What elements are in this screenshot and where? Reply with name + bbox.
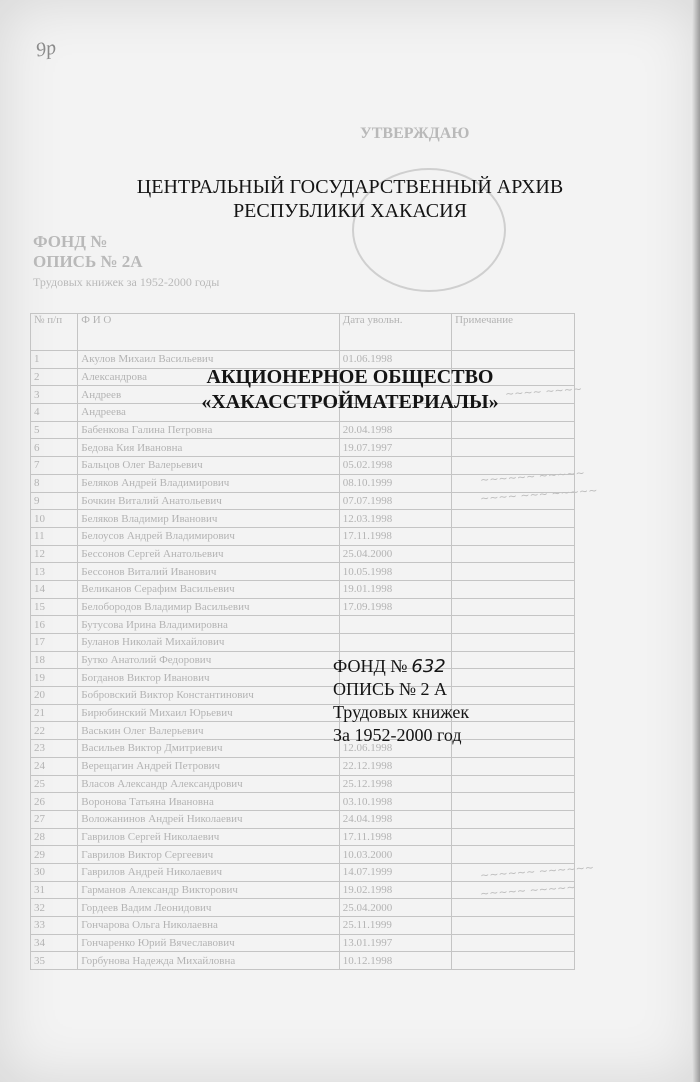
bleed-cell: 07.07.1998 [339,492,451,510]
bleed-cell: Гончарова Ольга Николаевна [78,917,339,935]
bleed-cell: 3 [31,386,78,404]
bleed-cell: 10.05.1998 [339,563,451,581]
bleed-cell [452,634,575,652]
bleed-opis: ОПИСЬ № 2А [33,252,143,271]
bleed-cell: 17.09.1998 [339,598,451,616]
bleed-cell [452,793,575,811]
bleed-cell: Александрова [78,368,339,386]
bleed-cell: Бочкин Виталий Анатольевич [78,492,339,510]
bleed-cell: 21 [31,704,78,722]
bleed-cell [452,580,575,598]
bleed-cell [452,952,575,970]
bleed-cell: 7 [31,457,78,475]
bleed-cell: Гаврилов Виктор Сергеевич [78,846,339,864]
bleed-header-cell: № п/п [31,314,78,351]
bleed-fond: ФОНД № [33,232,108,251]
bleed-table-row [31,527,575,545]
bleed-table-row [31,687,575,705]
bleed-cell: 27 [31,810,78,828]
fond-line [333,655,469,678]
bleed-cell: Гордеев Вадим Леонидович [78,899,339,917]
bleed-fond-block [33,232,143,272]
bleed-table-row [31,510,575,528]
bleed-cell [452,722,575,740]
bleed-handwriting: ~~~~ ~~~ ~~~~~ [479,483,598,506]
archive-title [40,175,660,223]
bleed-handwriting: ~~~~~~ ~~~~~ [479,466,586,487]
bleed-caption: Трудовых книжек за 1952-2000 годы [33,275,220,289]
bleed-cell [452,563,575,581]
bleed-cell [452,740,575,758]
bleed-cell: 23 [31,740,78,758]
bleed-cell: Беляков Андрей Владимирович [78,474,339,492]
bleed-cell [452,421,575,439]
bleed-cell: 9 [31,492,78,510]
bleed-cell [452,810,575,828]
bleed-cell: 19.02.1998 [339,881,451,899]
bleed-cell [452,616,575,634]
bleed-table-row [31,793,575,811]
bleed-table-row [31,580,575,598]
bleed-cell: 25.04.2000 [339,545,451,563]
bleed-cell: 19.01.1998 [339,580,451,598]
bleed-cell: Воложанинов Андрей Николаевич [78,810,339,828]
bleed-cell: Белоусов Андрей Владимирович [78,527,339,545]
bleed-cell: 13.01.1997 [339,934,451,952]
bleed-cell [452,704,575,722]
bleed-cell: Васькин Олег Валерьевич [78,722,339,740]
bleed-table-row [31,810,575,828]
bleed-cell: 1 [31,351,78,369]
bleed-cell: 34 [31,934,78,952]
bleed-cell: 31 [31,881,78,899]
bleed-table-row [31,651,575,669]
bleed-cell: Верещагин Андрей Петрович [78,757,339,775]
bleed-table-row [31,669,575,687]
bleed-handwriting: ~~~~~ ~~~~~ [479,880,577,901]
bleed-cell: 25.04.2000 [339,899,451,917]
bleed-cell: Буланов Николай Михайлович [78,634,339,652]
bleed-header-cell: Ф И О [78,314,339,351]
bleed-cell [339,634,451,652]
bleed-cell: Бедова Кия Ивановна [78,439,339,457]
bleed-cell: 33 [31,917,78,935]
bleed-header-cell: Примечание [452,314,575,351]
opis-line: ОПИСЬ № 2 А [333,679,448,699]
bleed-cell: 17.11.1998 [339,527,451,545]
bleed-table-row [31,740,575,758]
bleed-table-row [31,421,575,439]
bleed-table-row [31,775,575,793]
bleed-cell: Бессонов Сергей Анатольевич [78,545,339,563]
bleed-table-row [31,634,575,652]
bleed-cell: 6 [31,439,78,457]
bleed-cell: 30 [31,863,78,881]
bleed-cell: 11 [31,527,78,545]
bleed-table-row [31,899,575,917]
bleed-cell: 29 [31,846,78,864]
bleed-table-row [31,934,575,952]
bleed-table-row [31,457,575,475]
bleed-cell: 8 [31,474,78,492]
archive-title-line: ЦЕНТРАЛЬНЫЙ ГОСУДАРСТВЕННЫЙ АРХИВ [136,176,564,198]
bleed-cell: Великанов Серафим Васильевич [78,580,339,598]
bleed-table-row [31,563,575,581]
bleed-cell: 03.10.1998 [339,793,451,811]
years-line: За 1952-2000 год [333,725,462,745]
bleed-cell: Бессонов Виталий Иванович [78,563,339,581]
bleed-cell: 20.04.1998 [339,421,451,439]
bleed-cell: 10.03.2000 [339,846,451,864]
bleed-cell [452,934,575,952]
bleed-cell: Бобровский Виктор Константинович [78,687,339,705]
bleed-table-row [31,439,575,457]
bleed-cell: Гончаренко Юрий Вячеславович [78,934,339,952]
bleed-cell [452,598,575,616]
bleed-cell [452,510,575,528]
bleed-cell: 26 [31,793,78,811]
bleed-cell: 17 [31,634,78,652]
bleed-table-row [31,545,575,563]
bleed-cell: 24 [31,757,78,775]
fond-label: ФОНД № [333,656,408,676]
bleed-table-row [31,616,575,634]
bleed-cell: Власов Александр Александрович [78,775,339,793]
bleed-cell: 14.07.1999 [339,863,451,881]
bleed-cell: 20 [31,687,78,705]
bleed-cell: 18 [31,651,78,669]
bleed-cell: Гарманов Александр Викторович [78,881,339,899]
bleed-cell: 12 [31,545,78,563]
bleed-cell: Беляков Владимир Иванович [78,510,339,528]
bleed-table-row [31,722,575,740]
doc-type-line: Трудовых книжек [333,702,470,722]
organization-line: «ХАКАССТРОЙМАТЕРИАЛЫ» [201,391,499,413]
bleed-cell: 13 [31,563,78,581]
bleed-cell [452,687,575,705]
bleed-cell: 15 [31,598,78,616]
bleed-cell [452,757,575,775]
bleed-cell: 08.10.1999 [339,474,451,492]
bleed-cell: 32 [31,899,78,917]
bleed-cell: Андреев [78,386,339,404]
bleed-cell: 19.07.1997 [339,439,451,457]
bleed-table-row [31,917,575,935]
bleed-header-cell: Дата увольн. [339,314,451,351]
bleed-cell [452,651,575,669]
bleed-cell: 25.11.1999 [339,917,451,935]
bleed-cell: 22.12.1998 [339,757,451,775]
bleed-table-header [31,314,575,351]
bleed-cell: 12.03.1998 [339,510,451,528]
bleed-cell: 17.11.1998 [339,828,451,846]
bleed-cell: 01.06.1998 [339,351,451,369]
bleed-table-row [31,598,575,616]
bleed-cell: Белобородов Владимир Васильевич [78,598,339,616]
bleed-cell [452,846,575,864]
bleed-cell: 05.02.1998 [339,457,451,475]
bleed-cell: Бабенкова Галина Петровна [78,421,339,439]
fond-number-handwritten: 632 [411,656,446,677]
bleed-cell: 28 [31,828,78,846]
organization-line: АКЦИОНЕРНОЕ ОБЩЕСТВО [206,366,494,388]
bleed-cell [452,439,575,457]
bleed-cell: 4 [31,404,78,422]
bleed-cell: Бальцов Олег Валерьевич [78,457,339,475]
bleed-cell [452,545,575,563]
bleed-cell: 24.04.1998 [339,810,451,828]
bleed-table-row [31,704,575,722]
bleed-cell: 25 [31,775,78,793]
bleed-cell: 5 [31,421,78,439]
bleed-cell: Бутко Анатолий Федорович [78,651,339,669]
bleed-cell [452,527,575,545]
bleed-cell: Бутусова Ирина Владимировна [78,616,339,634]
bleed-cell [452,917,575,935]
bleed-cell: 2 [31,368,78,386]
bleed-cell: 10 [31,510,78,528]
bleed-cell: Гаврилов Сергей Николаевич [78,828,339,846]
bleed-cell: Бирюбинский Михаил Юрьевич [78,704,339,722]
bleed-table-row [31,952,575,970]
bleed-cell [452,775,575,793]
bleed-cell: 25.12.1998 [339,775,451,793]
bleed-cell: 35 [31,952,78,970]
corner-pencil-mark: 9р [34,36,58,62]
bleed-cell [452,828,575,846]
bleed-cell: 19 [31,669,78,687]
bleed-cell: 12.06.1998 [339,740,451,758]
bleed-table-row [31,828,575,846]
bleed-cell: Горбунова Надежда Михайловна [78,952,339,970]
bleed-cell: 14 [31,580,78,598]
bleed-cell: 22 [31,722,78,740]
bleed-cell [452,669,575,687]
organization-name [90,365,610,415]
bleed-cell: Андреева [78,404,339,422]
archive-title-line: РЕСПУБЛИКИ ХАКАСИЯ [233,200,467,222]
bleed-cell: Гаврилов Андрей Николаевич [78,863,339,881]
fond-info-block [333,655,469,747]
bleed-handwriting: ~~~~ ~~~~ [504,382,583,401]
bleed-cell [452,899,575,917]
bleed-cell [339,616,451,634]
bleed-cell: 10.12.1998 [339,952,451,970]
bleed-cell: 16 [31,616,78,634]
bleed-handwriting: ~~~~~~ ~~~~~~ [479,861,595,882]
bleed-cell: Акулов Михаил Васильевич [78,351,339,369]
bleed-stamp-title: УТВЕРЖДАЮ [360,125,470,142]
bleed-cell: Васильев Виктор Дмитриевич [78,740,339,758]
bleed-cell: Воронова Татьяна Ивановна [78,793,339,811]
bleed-cell: Богданов Виктор Иванович [78,669,339,687]
bleed-table-row [31,757,575,775]
bleed-table-row [31,846,575,864]
